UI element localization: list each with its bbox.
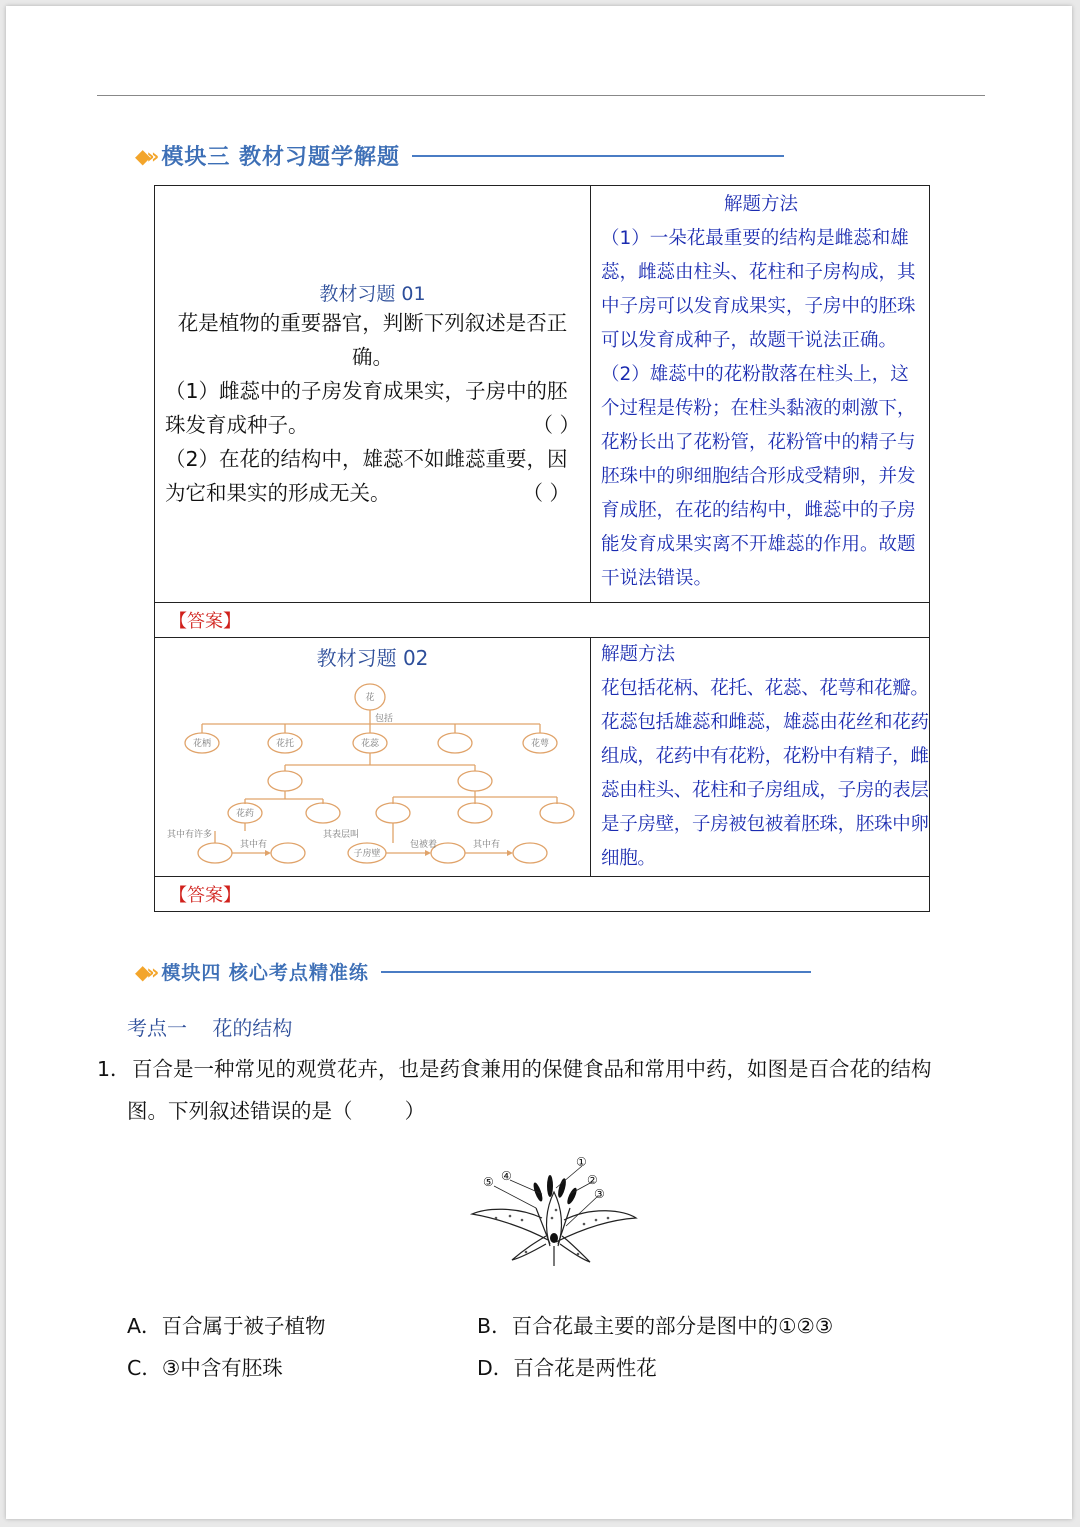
diagram-stamen-node: 花药 bbox=[235, 809, 255, 819]
ex1-caption: 教材习题 01 bbox=[319, 282, 426, 305]
q1-option-b[interactable]: B．百合花最主要的部分是图中的①②③ bbox=[477, 1314, 834, 1338]
chevron-icon: ◆» bbox=[135, 959, 156, 984]
diagram-edge-has1: 其中有 bbox=[240, 840, 268, 850]
ex2-method-cell bbox=[591, 638, 930, 877]
module4-underline bbox=[381, 971, 811, 973]
diagram-node-1: 花柄 bbox=[192, 739, 212, 749]
diagram-ovary-wall-node: 子房壁 bbox=[353, 849, 381, 859]
kaodian-heading: 考点一 花的结构 bbox=[127, 1016, 293, 1040]
module3-heading bbox=[135, 140, 784, 171]
flower-concept-diagram bbox=[155, 671, 589, 867]
diagram-edge-surface: 其表层叫 bbox=[323, 830, 360, 840]
ex2-method-text: 花包括花柄、花托、花蕊、花萼和花瓣。花蕊包括雄蕊和雌蕊，雄蕊由花丝和花药组成，花药中有花粉，花粉中有精子，雌蕊由柱头、花柱和子房组成，子房的表层是子房壁，子房被包被着胚珠，胚珠中卵细胞。 bbox=[601, 678, 929, 869]
ex1-stem: 花是植物的重要器官，判断下列叙述是否正确。 bbox=[177, 310, 568, 369]
chevron-icon: ◆» bbox=[135, 143, 156, 168]
ex1-item2 bbox=[165, 442, 580, 510]
ex2-answer: 【答案】 bbox=[155, 877, 930, 912]
header-rule bbox=[97, 95, 985, 96]
diagram-root-edge-label: 包括 bbox=[375, 714, 394, 724]
module3-underline bbox=[412, 155, 784, 157]
ex1-method-part2: （2）雄蕊中的花粉散落在柱头上，这个过程是传粉；在柱头黏液的刺激下，花粉长出了花粉管，花粉管中的精子与胚珠中的卵细胞结合形成受精卵，并发育成胚，在花的结构中，雌蕊中的子房能发育成果实离不开雄蕊的作用。故题干说法错误。 bbox=[601, 364, 916, 589]
ex1-item1-text: （1）雌蕊中的子房发育成果实，子房中的胚珠发育成种子。 bbox=[165, 378, 568, 437]
module4-title: 模块四 核心考点精准练 bbox=[161, 962, 369, 984]
diagram-edge-many: 其中有许多 bbox=[167, 830, 213, 840]
ex1-item1 bbox=[165, 374, 580, 442]
q1-number: 1． bbox=[97, 1057, 131, 1081]
diagram-node-3: 花蕊 bbox=[360, 739, 380, 749]
lily-label-1: ① bbox=[576, 1155, 587, 1169]
ex1-method-cell bbox=[591, 186, 930, 603]
ex2-caption: 教材习题 02 bbox=[316, 646, 429, 670]
lily-label-5: ⑤ bbox=[483, 1175, 494, 1189]
q1-option-a[interactable]: A．百合属于被子植物 bbox=[127, 1314, 326, 1338]
diagram-root-label: 花 bbox=[365, 693, 375, 703]
ex1-item1-blank: （ ） bbox=[532, 412, 580, 437]
diagram-edge-wrapped: 包被着 bbox=[410, 840, 438, 850]
ex1-item2-text: （2）在花的结构中，雄蕊不如雌蕊重要，因为它和果实的形成无关。 bbox=[165, 446, 568, 505]
lily-label-3: ③ bbox=[594, 1187, 605, 1201]
ex2-question-cell bbox=[155, 638, 591, 877]
exercise-table bbox=[154, 185, 930, 912]
q1-line2: 图。下列叙述错误的是（ ） bbox=[127, 1099, 426, 1123]
ex1-item2-blank: （ ） bbox=[522, 480, 570, 505]
ex1-answer: 【答案】 bbox=[155, 603, 930, 638]
diagram-node-5: 花萼 bbox=[530, 739, 550, 749]
q1-option-d[interactable]: D．百合花是两性花 bbox=[477, 1356, 657, 1380]
lily-label-4: ④ bbox=[501, 1169, 512, 1183]
ex1-method-title: 解题方法 bbox=[723, 194, 798, 215]
q1-line1: 百合是一种常见的观赏花卉，也是药食兼用的保健食品和常用中药，如图是百合花的结构 bbox=[132, 1057, 932, 1081]
ex2-method-title: 解题方法 bbox=[601, 644, 676, 665]
module3-title: 模块三 教材习题学解题 bbox=[161, 145, 400, 170]
ex1-method-part1: （1）一朵花最重要的结构是雌蕊和雄蕊，雌蕊由柱头、花柱和子房构成，其中子房可以发育成果实，子房中的胚珠可以发育成种子，故题干说法正确。 bbox=[601, 228, 916, 351]
diagram-edge-has2: 其中有 bbox=[473, 840, 501, 850]
lily-label-2: ② bbox=[587, 1173, 598, 1187]
lily-flower-figure bbox=[466, 1148, 646, 1270]
diagram-node-2: 花托 bbox=[275, 739, 295, 749]
q1-option-c[interactable]: C．③中含有胚珠 bbox=[127, 1356, 283, 1380]
module4-heading bbox=[135, 958, 811, 985]
ex1-question-cell bbox=[155, 186, 591, 603]
